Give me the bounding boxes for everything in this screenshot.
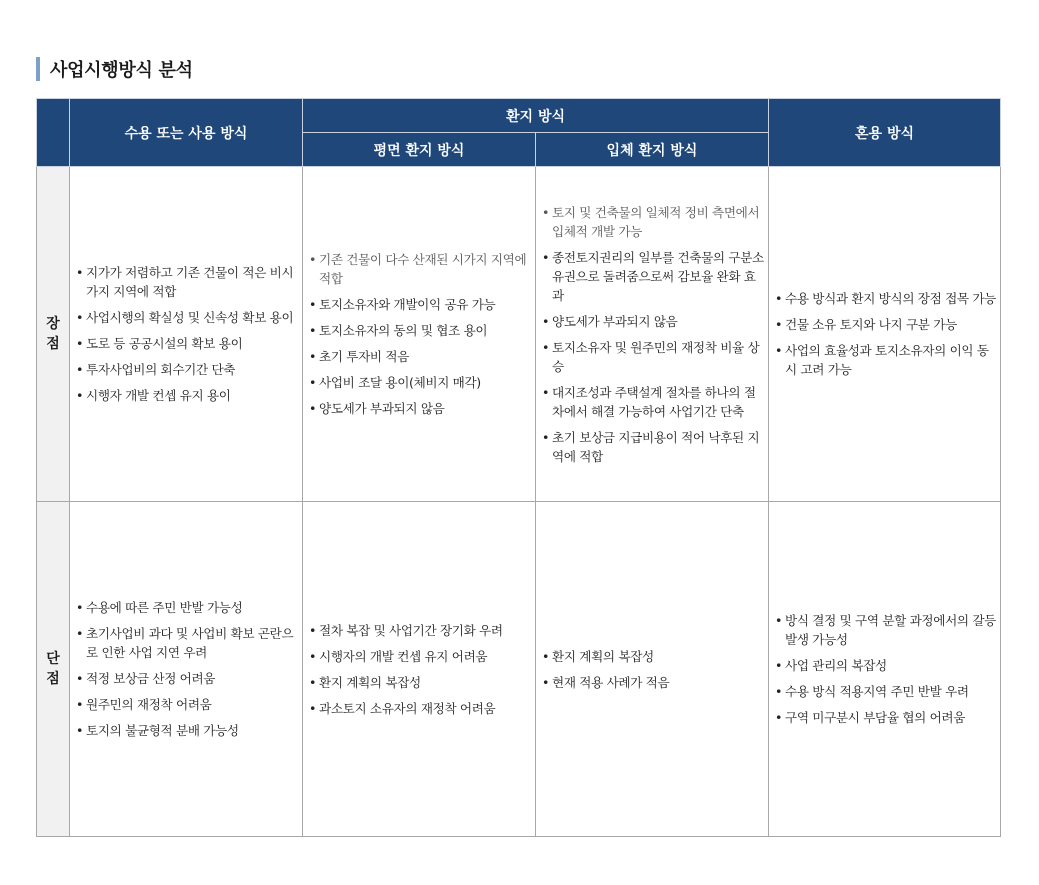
cons-expropriation-cell [70,502,303,837]
pros-mixed-cell [769,167,1001,502]
cons-planar-list [309,621,531,718]
list-item: • 수용 방식 적용지역 주민 반발 우려 [775,682,996,701]
header-expropriation: 수용 또는 사용 방식 [70,99,303,167]
list-item: • 대지조성과 주택설계 절차를 하나의 절차에서 해결 가능하여 사업기간 단축 [542,383,764,421]
list-item: • 수용 방식과 환지 방식의 장점 접목 가능 [775,289,996,308]
list-item: • 지가가 저렴하고 기존 건물이 적은 비시가지 지역에 적합 [76,263,298,301]
list-item: • 방식 결정 및 구역 분할 과정에서의 갈등 발생 가능성 [775,611,996,649]
list-item: • 시행자 개발 컨셉 유지 용이 [76,386,298,405]
list-item: • 토지소유자 및 원주민의 재정착 비율 상승 [542,338,764,376]
title-accent-bar [36,57,40,81]
section-title-text: 사업시행방식 분석 [50,60,193,81]
header-planar: 평면 환지 방식 [303,133,536,167]
list-item: • 초기 보상금 지급비용이 적어 낙후된 지역에 적합 [542,428,764,466]
list-item: • 양도세가 부과되지 않음 [309,399,531,418]
cons-mixed-cell [769,502,1001,837]
pros-expropriation-cell [70,167,303,502]
list-item: • 기존 건물이 다수 산재된 시가지 지역에 적합 [309,250,531,288]
header-replotting: 환지 방식 [303,99,769,133]
pros-row [37,167,1001,502]
list-item: • 환지 계획의 복잡성 [309,673,531,692]
list-item: • 수용에 따른 주민 반발 가능성 [76,598,298,617]
cons-planar-cell [303,502,536,837]
row-label-cons: 단 점 [37,502,70,837]
list-item: • 적정 보상금 산정 어려움 [76,669,298,688]
list-item: • 사업시행의 확실성 및 신속성 확보 용이 [76,308,298,327]
cons-three-d-cell [536,502,769,837]
cons-mixed-list [775,611,996,727]
header-mixed: 혼용 방식 [769,99,1001,167]
list-item: • 토지소유자의 동의 및 협조 용이 [309,321,531,340]
list-item: • 토지 및 건축물의 일체적 정비 측면에서 입체적 개발 가능 [542,203,764,241]
pros-three-d-list [542,203,764,466]
list-item: • 과소토지 소유자의 재정착 어려움 [309,699,531,718]
list-item: • 토지소유자와 개발이익 공유 가능 [309,295,531,314]
list-item: • 환지 계획의 복잡성 [542,647,764,666]
pros-expropriation-list [76,263,298,405]
list-item: • 사업비 조달 용이(체비지 매각) [309,373,531,392]
cons-expropriation-list [76,598,298,740]
list-item: • 초기 투자비 적음 [309,347,531,366]
pros-planar-cell [303,167,536,502]
section-title [36,56,193,82]
pros-three-d-cell [536,167,769,502]
cons-three-d-list [542,647,764,692]
list-item: • 양도세가 부과되지 않음 [542,312,764,331]
list-item: • 건물 소유 토지와 나지 구분 가능 [775,315,996,334]
corner-header-cell [37,99,70,167]
list-item: • 사업 관리의 복잡성 [775,656,996,675]
list-item: • 현재 적용 사례가 적음 [542,673,764,692]
header-three-d: 입체 환지 방식 [536,133,769,167]
list-item: • 토지의 불균형적 분배 가능성 [76,721,298,740]
pros-planar-list [309,250,531,418]
list-item: • 도로 등 공공시설의 확보 용이 [76,334,298,353]
list-item: • 사업의 효율성과 토지소유자의 이익 동시 고려 가능 [775,341,996,379]
list-item: • 투자사업비의 회수기간 단축 [76,360,298,379]
list-item: • 구역 미구분시 부담율 협의 어려움 [775,708,996,727]
comparison-table [36,98,1001,837]
list-item: • 시행자의 개발 컨셉 유지 어려움 [309,647,531,666]
list-item: • 종전토지권리의 일부를 건축물의 구분소유권으로 돌려줌으로써 감보율 완화 효과 [542,248,764,305]
cons-row [37,502,1001,837]
list-item: • 초기사업비 과다 및 사업비 확보 곤란으로 인한 사업 지연 우려 [76,624,298,662]
list-item: • 원주민의 재정착 어려움 [76,695,298,714]
row-label-pros: 장 점 [37,167,70,502]
pros-mixed-list [775,289,996,379]
list-item: • 절차 복잡 및 사업기간 장기화 우려 [309,621,531,640]
